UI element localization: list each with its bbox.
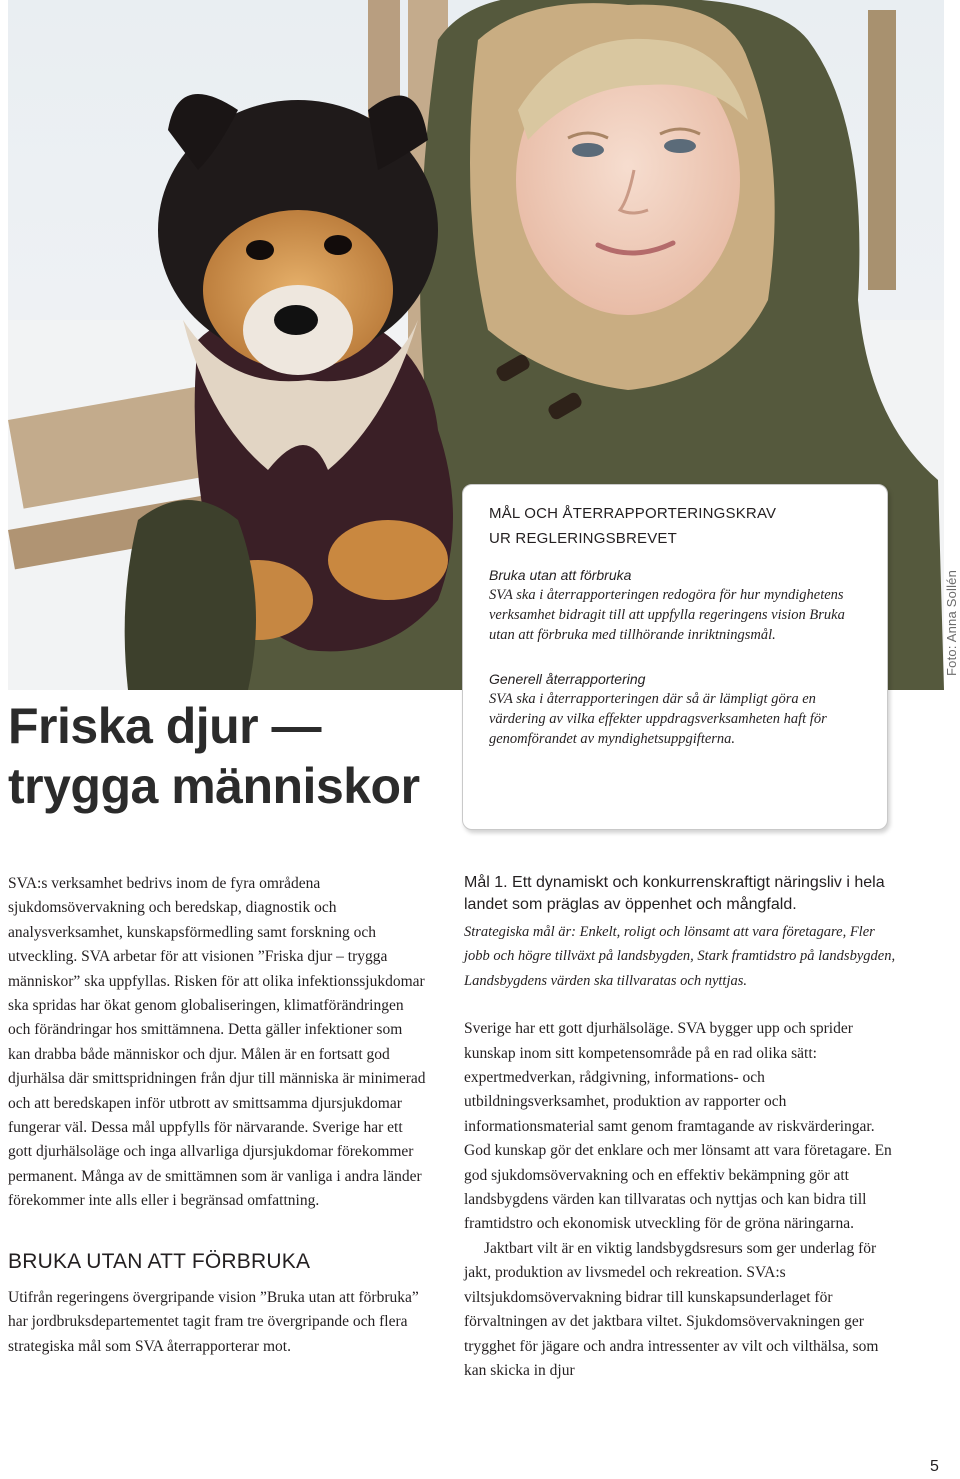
info-box-heading-line-1: MÅL OCH ÅTERRAPPORTERINGSKRAV [489,505,777,522]
info-box-section1-body: SVA ska i återrapporteringen redogöra för hur myndighetens verksamhet bidragit till att uppfylla regeringens vision Bruka utan att förbruka med tillhörande inriktningsmål. [489,587,845,643]
right-column [464,872,904,1383]
left-paragraph-2: Utifrån regeringens övergripande vision ”Bruka utan att förbruka” har jordbruksdepartementet tagit fram tre övergripande och flera strategiska mål som SVA återrapporterar mot. [8,1288,419,1355]
photo-credit: Foto: Anna Sollén [944,569,959,676]
section-heading: BRUKA UTAN ATT FÖRBRUKA [8,1249,311,1273]
info-box-heading [489,501,863,551]
info-box-heading-line-2: UR REGLERINGSBREVET [489,530,678,547]
headline-line-1: Friska djur — [8,698,322,754]
left-column [8,872,426,1359]
goal-heading: Mål 1. Ett dynamiskt och konkurrenskraftigt näringsliv i hela landet som präglas av öppenhet och mångfald. [464,874,885,913]
info-box-section2-title: Generell återrapportering [489,671,646,687]
page-number: 5 [930,1458,939,1475]
headline-line-2: trygga människor [8,758,420,814]
page-headline [8,696,448,816]
right-paragraph-1: Sverige har ett gott djurhälsoläge. SVA bygger upp och sprider kunskap inom sitt kompetensområde på en rad olika sätt: expertmedverkan, rådgivning, informations- och utbildningsverksamhet, produktion av rapporter och informationsmaterial samt genom framtagande av riskvärderingar. God kunskap gör det enklare och mer lönsamt att vara företagare. En god sjukdomsövervakning och en effektiv bekämpning gör att landsbygdens värden kan tillvaratas och nyttjas och kan bidra till framtidstro och ekonomisk utveckling för de gröna näringarna. [464,1020,892,1233]
left-paragraph-1: SVA:s verksamhet bedrivs inom de fyra områdena sjukdomsövervakning och beredskap, diagnostik och analysverksamhet, kunskapsförmedling samt forskning och utveckling. SVA arbetar för att visionen ”Friska djur – trygga människor” ska uppfyllas. Risken för att olika infektionssjukdomar ska spridas har ökat genom globaliseringen, klimatförändringen och förändringar hos smittämnena. Detta gäller infektioner som kan drabba både människor och djur. Målen är en fortsatt god djurhälsa där smittspridningen från djur till människa är minimerad och att beredskapen inför utbrott av smittsamma djursjukdomar fungerar väl. Dessa mål uppfylls för närvarande. Sverige har ett gott djurhälsoläge och inga allvarliga djursjukdomar förekommer permanent. Många av de smittämnen som är vanliga i andra länder förekommer inte alls eller i begränsad omfattning. [8,875,426,1210]
info-box-section2-body: SVA ska i återrapporteringen där så är lämpligt göra en värdering av vilka effekter uppdragsverksamheten haft för genomförandet av myndighetsuppgifterna. [489,691,827,747]
goal-description: Strategiska mål är: Enkelt, roligt och lönsamt att vara företagare, Fler jobb och högre tillväxt på landsbygden, Stark framtidstro på landsbygden, Landsbygdens värden ska tillvaratas och nyttjas. [464,924,896,989]
regulation-info-box [462,484,888,830]
right-paragraph-2: Jaktbart vilt är en viktig landsbygdsresurs som ger underlag för jakt, produktion av livsmedel och rekreation. SVA:s viltsjukdomsövervakning bidrar till kunskapsunderlaget för förvaltningen av det jaktbara viltet. Sjukdomsövervakningen ger trygghet för jägare och andra intressenter av vilt och vilthälsa, som kan skicka in djur [464,1239,879,1379]
info-box-section1-title: Bruka utan att förbruka [489,567,632,583]
